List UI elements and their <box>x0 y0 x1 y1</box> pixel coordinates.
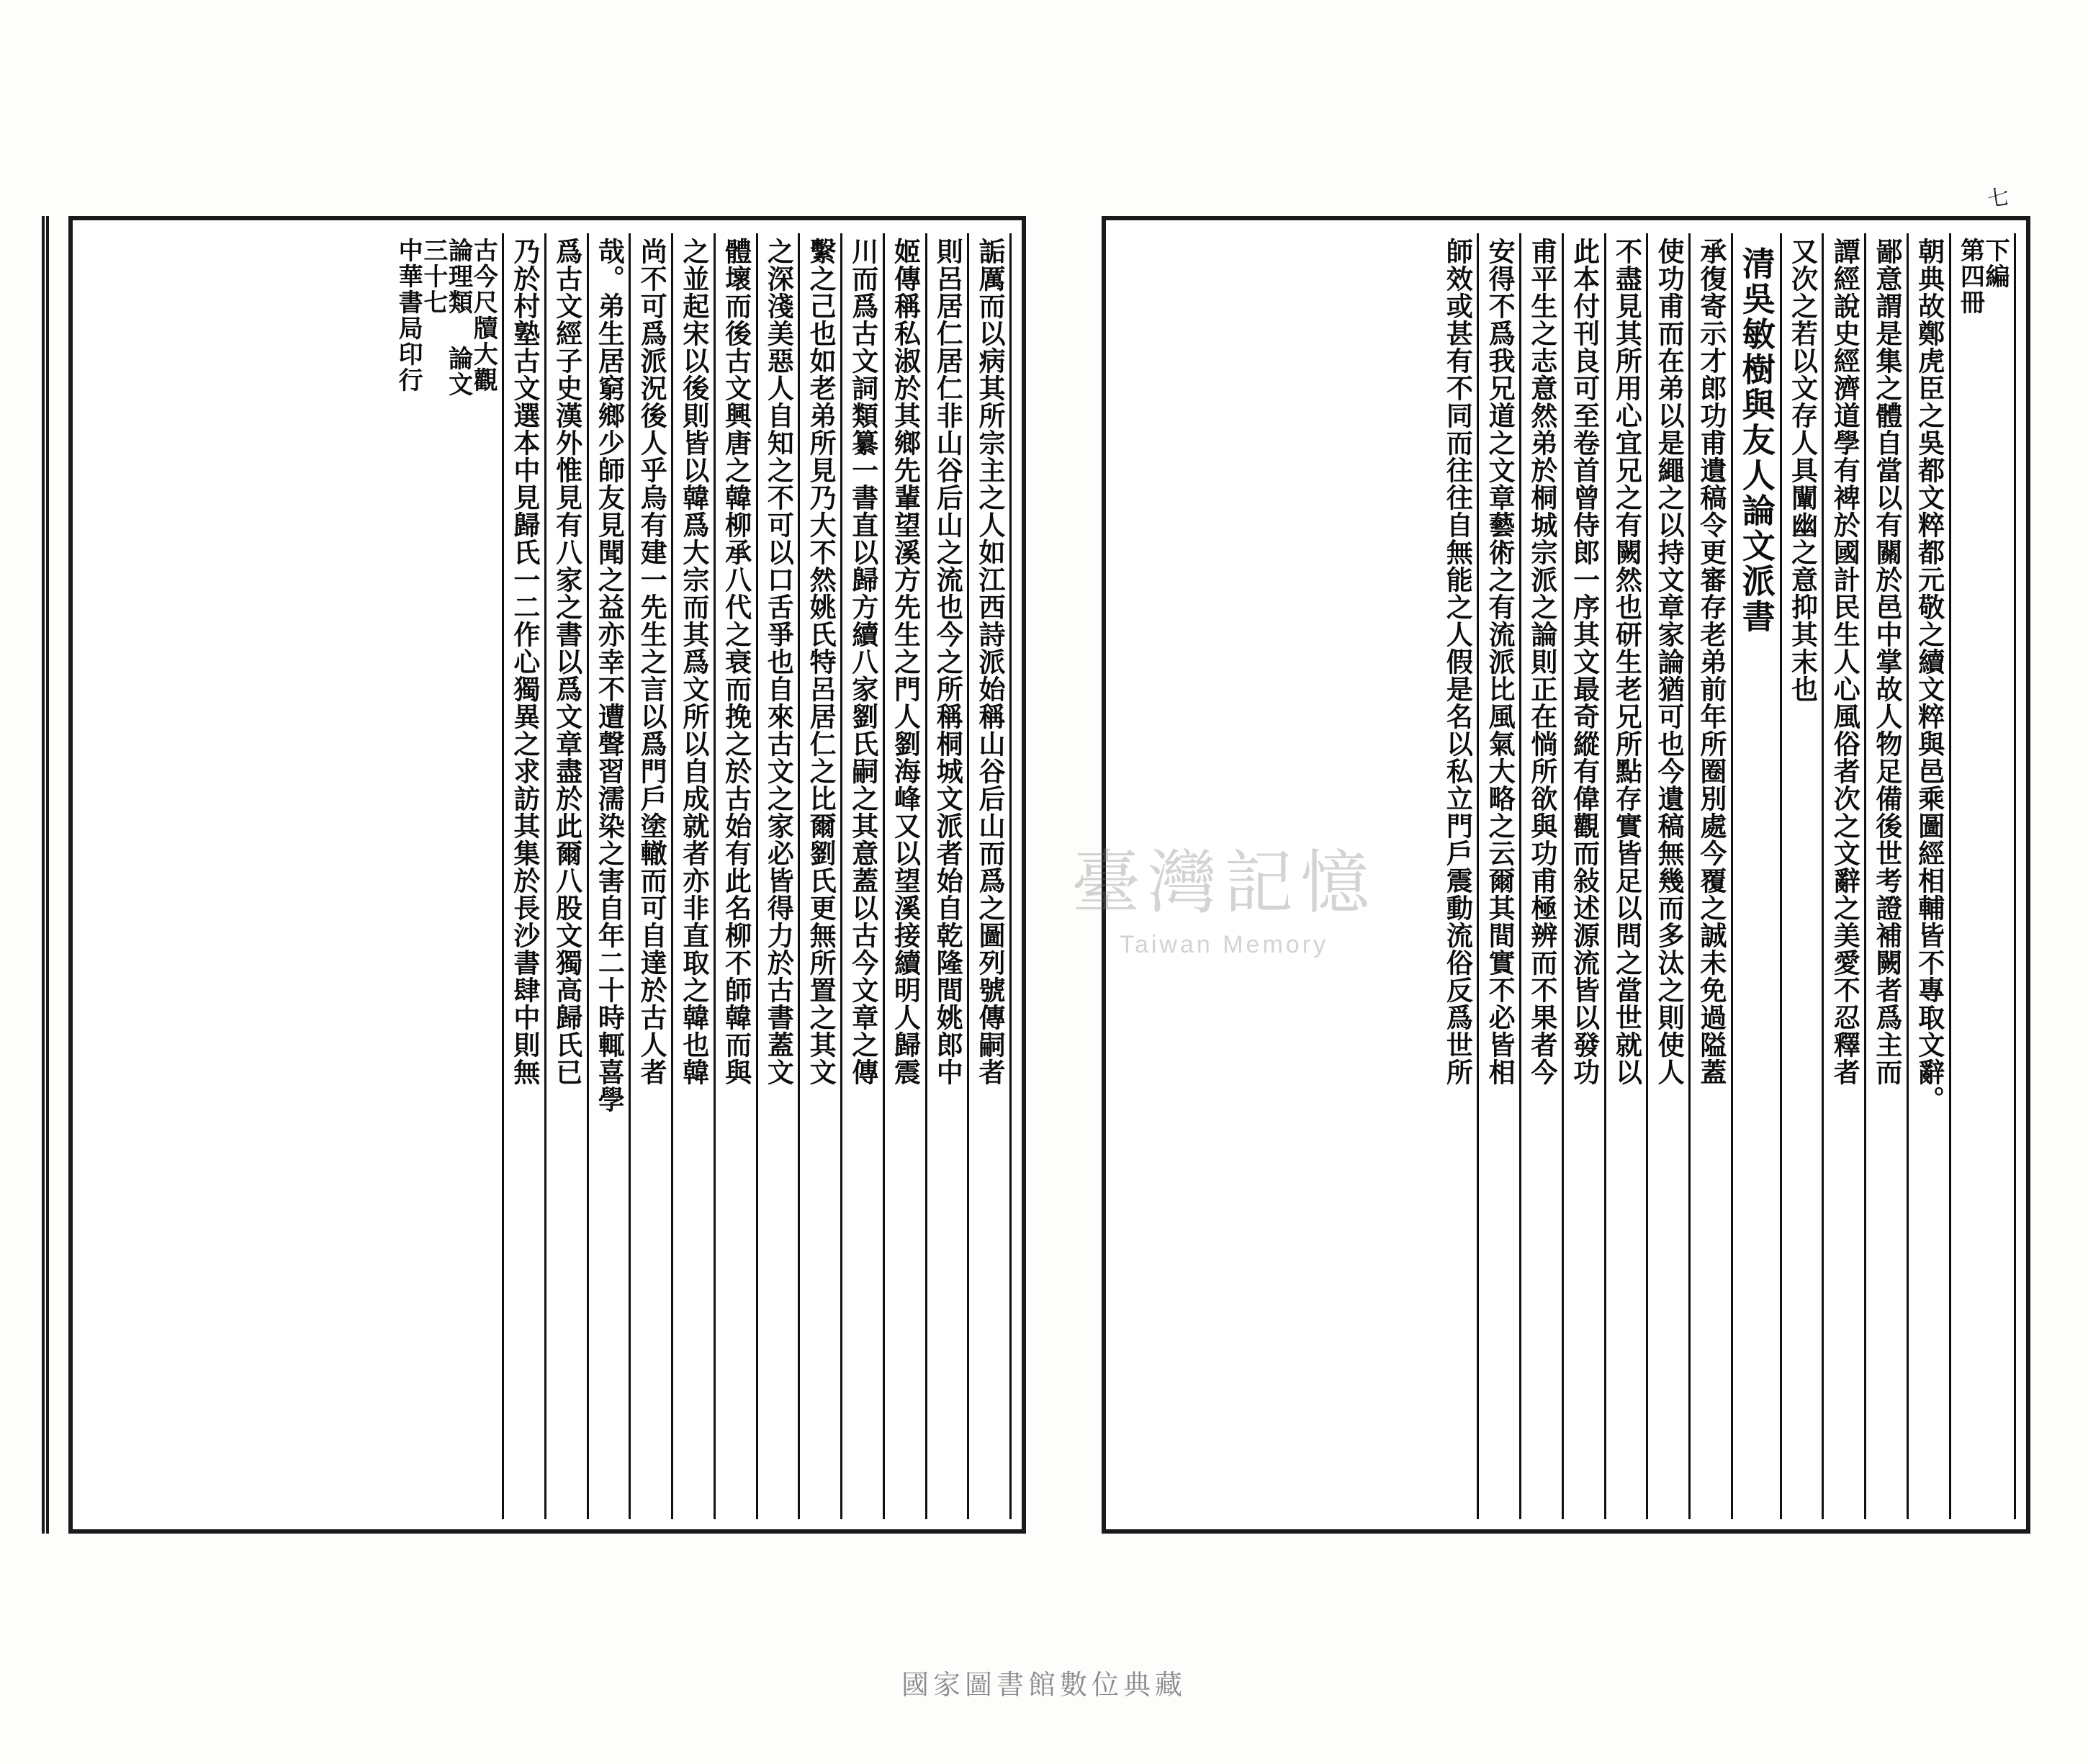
spine-rule <box>42 216 49 1534</box>
text-column: 師效或甚有不同而往往自無能之人假是名以私立門戶震動流俗反爲世所 <box>1441 238 1474 1086</box>
book-title: 古今尺牘大觀 <box>469 238 498 393</box>
publisher-imprint: 中華書局印行 <box>394 238 423 393</box>
text-column: 之並起宋以後則皆以韓爲大宗而其爲文所以自成就者亦非直取之韓也韓 <box>671 233 714 1519</box>
text-column: 譚經說史經濟道學有裨於國計民生人心風俗者次之文辭之美愛不忍釋者 <box>1822 233 1864 1519</box>
text-column: 之深淺美惡人自知之不可以口舌爭也自來古文之家必皆得力於古書蓋文 <box>756 233 798 1519</box>
text-column: 哉。弟生居窮鄉少師友見聞之益亦幸不遭聲習濡染之害自年二十時輒喜學 <box>587 233 629 1519</box>
text-column: 則呂居仁居仁非山谷后山之流也今之所稱桐城文派者始自乾隆間姚郎中 <box>925 233 968 1519</box>
spine-column <box>390 233 503 1519</box>
text-column: 承復寄示才郎功甫遺稿令更審存老弟前年所圈別處今覆之誠未免過隘蓋 <box>1688 233 1731 1519</box>
text-column: 安得不爲我兄道之文章藝術之有流派比風氣大略之云爾其間實不必皆相 <box>1477 233 1519 1519</box>
text-column: 姬傳稱私淑於其鄉先輩望溪方先生之門人劉海峰又以望溪接續明人歸震 <box>883 233 925 1519</box>
footer-credit: 國家圖書館數位典藏 <box>901 1669 1187 1701</box>
page-number: 三十七 <box>418 238 448 315</box>
text-column: 朝典故鄭虎臣之吳都文粹都元敬之續文粹與邑乘圖經相輔皆不專取文辭。 <box>1907 233 1949 1519</box>
right-page-leaf <box>1102 216 2030 1534</box>
corner-page-mark: 七 <box>1986 184 2011 212</box>
text-column: 繫之己也如老弟所見乃大不然姚氏特呂居仁之比爾劉氏更無所置之其文 <box>798 233 840 1519</box>
text-column: 乃於村塾古文選本中見歸氏一二作心獨異之求訪其集於長沙書肆中則無 <box>502 233 544 1519</box>
text-column: 不盡見其所用心宜兄之有闕然也研生老兄所點存實皆足以問之當世就以 <box>1604 233 1647 1519</box>
masthead-column <box>1949 233 2016 1519</box>
watermark-chinese: 臺灣記憶 <box>1071 842 1377 923</box>
article-title: 清吳敏樹與友人論文派書 <box>1731 233 1780 1519</box>
text-column: 體壞而後古文興唐之韓柳承八代之衰而挽之於古始有此名柳不師韓而與 <box>714 233 756 1519</box>
left-page-leaf <box>68 216 1026 1534</box>
fascicle-label: 第四冊 <box>1956 238 1985 315</box>
text-column: 使功甫而在弟以是繩之以持文章家論猶可也今遺稿無幾而多汰之則使人 <box>1646 233 1688 1519</box>
text-column: 此本付刊良可至卷首曾侍郎一序其文最奇縱有偉觀而敍述源流皆以發功 <box>1562 233 1604 1519</box>
text-column: 爲古文經子史漢外惟見有八家之書以爲文章盡於此爾八股文獨高歸氏已 <box>544 233 587 1519</box>
text-column: 尚不可爲派況後人乎烏有建一先生之言以爲門戶塗轍而可自達於古人者 <box>629 233 671 1519</box>
text-column: 鄙意謂是集之體自當以有關於邑中掌故人物足備後世考證補闕者爲主而 <box>1864 233 1907 1519</box>
volume-label: 下編 <box>1981 238 2010 289</box>
category-label: 論理類 論文 <box>444 238 473 397</box>
text-column: 詬厲而以病其所宗主之人如江西詩派始稱山谷后山而爲之圖列號傳嗣者 <box>967 233 1012 1519</box>
text-column: 川而爲古文詞類纂一書直以歸方續八家劉氏嗣之其意蓋以古今文章之傳 <box>840 233 883 1519</box>
text-column: 甫平生之志意然弟於桐城宗派之論則正在惝所欲與功甫極辨而不果者今 <box>1519 233 1562 1519</box>
text-column: 又次之若以文存人具闡幽之意抑其末也 <box>1780 233 1822 1519</box>
watermark-english: Taiwan Memory <box>1119 931 1329 958</box>
